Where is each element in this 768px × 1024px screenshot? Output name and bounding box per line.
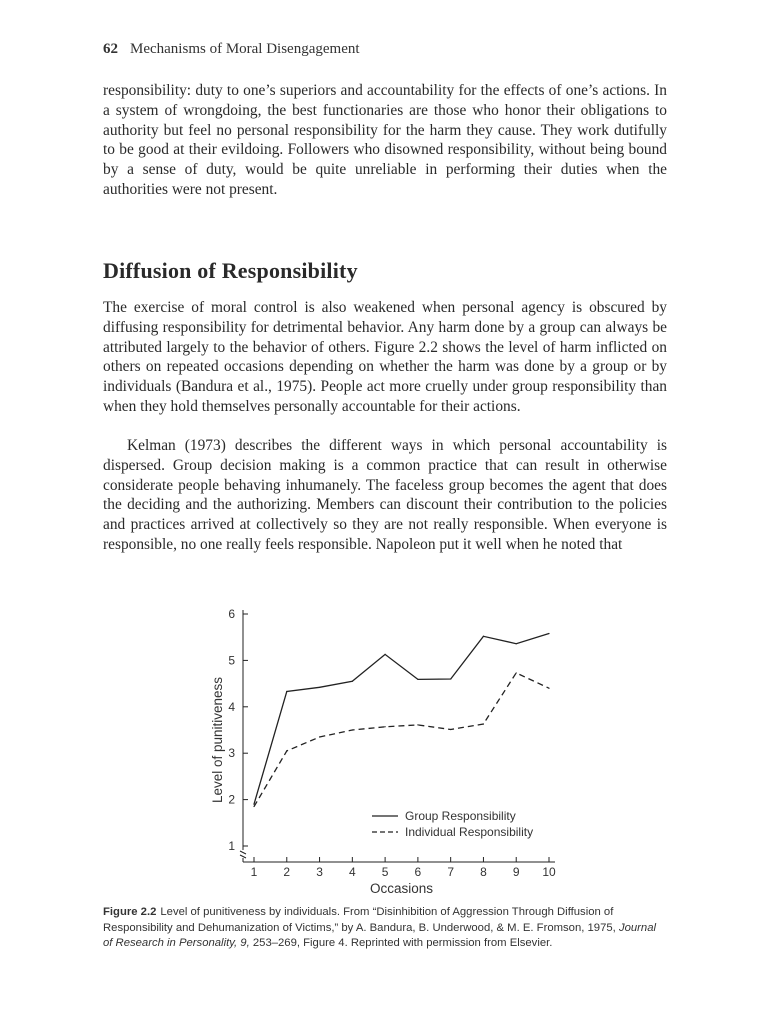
legend-label-group-responsibility: Group Responsibility xyxy=(405,809,516,823)
y-axis-label: Level of punitiveness xyxy=(210,676,225,804)
data-point-group-responsibility-7 xyxy=(450,678,451,679)
caption-journal: Journal of Research in Personality, 9, xyxy=(103,921,656,949)
legend-label-individual-responsibility: Individual Responsibility xyxy=(405,825,534,839)
data-point-individual-responsibility-10 xyxy=(548,688,549,689)
figure-2-2 xyxy=(190,598,590,903)
paragraph-2: The exercise of moral control is also weakened when personal agency is obscured by diffusing responsibility for detrimental behavior. Any harm done by a group can always be attributed largely to the behavior of others. Figure 2.2 shows the level of harm inflicted on others on repeated occasions depending on whether the harm was done by a group or by individuals (Bandura et al., 1975). People act more cruelly under group responsibility than when they hold themselves personally accountable for their actions. xyxy=(103,299,667,415)
x-tick-label-1: 1 xyxy=(250,865,258,879)
caption-text-b: 253–269, Figure 4. Reprinted with permission from Elsevier. xyxy=(252,937,553,949)
y-tick-label-6: 6 xyxy=(228,607,235,621)
x-tick-label-2: 2 xyxy=(283,865,291,879)
caption-text-a: Level of punitiveness by individuals. From “Disinhibition of Aggression Through Diffusion of Responsibility and Dehumanization of Victims,” by A. Bandura, B. Underwood, & M. E. Fromson, 1975, xyxy=(103,906,616,934)
data-point-group-responsibility-8 xyxy=(483,636,484,637)
paragraph-1: responsibility: duty to one’s superiors and accountability for the effects of one’s actions. In a system of wrongdoing, the best functionaries are those who honor their obligations to authority but feel no personal responsibility for the harm they cause. They work dutifully to be good at their evildoing. Followers who disowned responsibility, without being bound by a sense of duty, would be quite unreliable in performing their duties when the authorities were not present. xyxy=(103,82,667,198)
data-point-group-responsibility-5 xyxy=(385,654,386,655)
caption-label: Figure 2.2 xyxy=(103,906,157,918)
data-point-individual-responsibility-9 xyxy=(516,672,517,673)
section-heading: Diffusion of Responsibility xyxy=(103,258,358,283)
data-point-group-responsibility-6 xyxy=(417,679,418,680)
paragraph-3: Kelman (1973) describes the different ways in which personal accountability is dispersed. Group decision making is a common practice that can result in otherwise considerate people behaving inhumanely. The faceless group becomes the agent that does the deciding and the authorizing. Members can discount their contribution to the policies and practices arrived at collectively so they are not really responsible. When everyone is responsible, no one really feels responsible. Napoleon put it well when he noted that xyxy=(103,437,667,553)
figure-caption xyxy=(103,905,668,952)
x-tick-label-4: 4 xyxy=(348,865,356,879)
data-point-group-responsibility-10 xyxy=(548,633,549,634)
x-tick-label-6: 6 xyxy=(414,865,422,879)
y-tick-label-4: 4 xyxy=(228,699,235,714)
data-point-group-responsibility-4 xyxy=(352,681,353,682)
data-point-individual-responsibility-4 xyxy=(352,729,353,730)
y-tick-label-3: 3 xyxy=(228,746,235,761)
x-tick-label-3: 3 xyxy=(316,865,323,879)
data-point-individual-responsibility-5 xyxy=(385,726,386,727)
y-tick-label-1: 1 xyxy=(228,839,235,853)
series-line-group-responsibility xyxy=(254,634,549,805)
axis-break-mark xyxy=(240,851,246,858)
x-tick-label-10: 10 xyxy=(542,865,556,879)
data-point-individual-responsibility-1 xyxy=(253,806,254,807)
x-tick-label-8: 8 xyxy=(480,865,487,879)
punitiveness-line-chart xyxy=(190,598,590,903)
data-point-individual-responsibility-3 xyxy=(319,736,320,737)
x-tick-label-5: 5 xyxy=(381,865,389,879)
running-head xyxy=(103,41,360,58)
data-point-individual-responsibility-2 xyxy=(286,750,287,751)
running-title: Mechanisms of Moral Disengagement xyxy=(130,41,360,57)
series-line-individual-responsibility xyxy=(254,673,549,807)
x-tick-label-9: 9 xyxy=(512,865,520,879)
data-point-individual-responsibility-7 xyxy=(450,729,451,730)
y-tick-label-5: 5 xyxy=(228,653,235,668)
data-point-group-responsibility-9 xyxy=(516,643,517,644)
y-tick-label-2: 2 xyxy=(228,792,235,807)
data-point-individual-responsibility-6 xyxy=(417,724,418,725)
data-point-group-responsibility-2 xyxy=(286,691,287,692)
data-point-group-responsibility-3 xyxy=(319,687,320,688)
data-point-individual-responsibility-8 xyxy=(483,723,484,724)
x-axis-label: Occasions xyxy=(369,881,434,896)
x-tick-label-7: 7 xyxy=(447,865,455,879)
page-number: 62 xyxy=(103,41,118,57)
